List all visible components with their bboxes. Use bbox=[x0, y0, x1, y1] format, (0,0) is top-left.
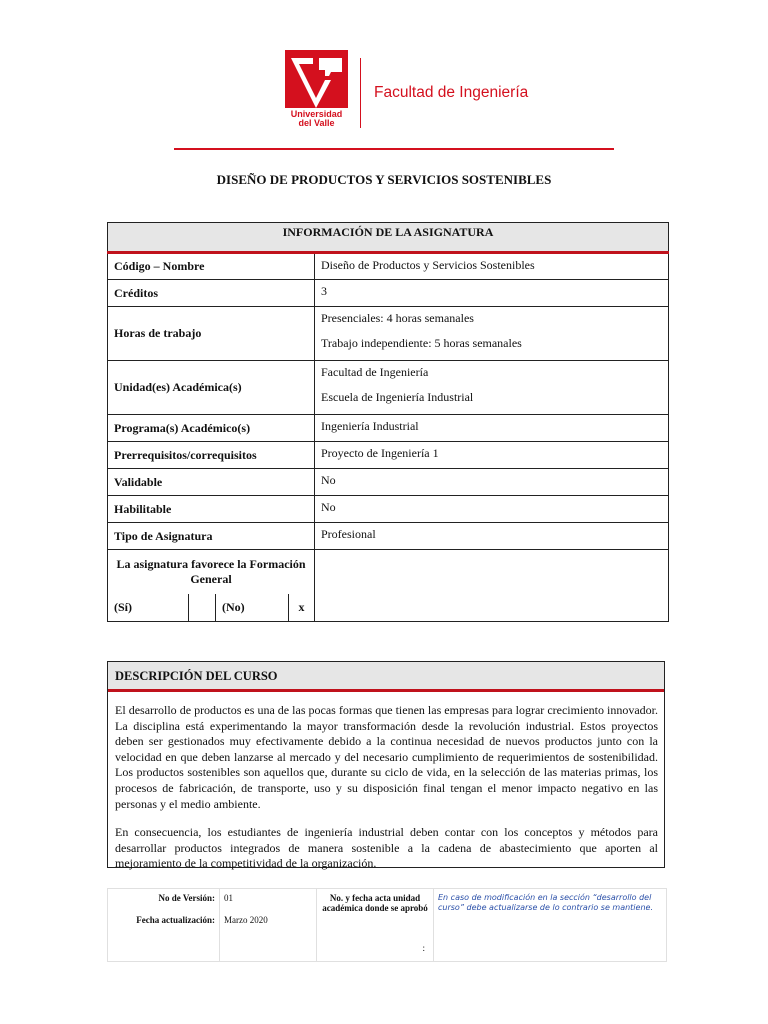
table-row bbox=[108, 415, 669, 442]
formation-label: La asignatura favorece la Formación General bbox=[108, 550, 315, 594]
no-mark: x bbox=[289, 594, 315, 622]
act-label: No. y fecha acta unidad académica donde se aprobó bbox=[322, 893, 428, 913]
row-value: Diseño de Productos y Servicios Sostenibles bbox=[315, 253, 669, 280]
yes-mark bbox=[189, 594, 216, 622]
description-paragraph: En consecuencia, los estudiantes de ingeniería industrial deben contar con los conceptos y métodos para desarrollar productos integrados de manera sostenible a la cadena de abastecimiento que aporten al mejoramiento de la competitividad de la organización. bbox=[115, 825, 658, 871]
university-shield-icon bbox=[285, 50, 348, 108]
row-label: Código – Nombre bbox=[108, 253, 315, 280]
row-label: Unidad(es) Académica(s) bbox=[108, 361, 315, 415]
footer-note: En caso de modificación en la sección “desarrollo del curso” debe actualizarse de lo contrario se mantiene. bbox=[438, 893, 653, 912]
document-title: DISEÑO DE PRODUCTOS Y SERVICIOS SOSTENIBLES bbox=[216, 172, 552, 187]
row-value bbox=[315, 307, 669, 361]
row-value-line: Escuela de Ingeniería Industrial bbox=[321, 390, 474, 404]
version-value: 01 bbox=[224, 893, 233, 903]
description-paragraph: El desarrollo de productos es una de las pocas formas que tienen las empresas para lograr crecimiento innovador. La disciplina está experimentando la mayor transformación desde la revolución industrial. Estos proyectos deben ser gestionados muy efectivamente debido a la continua necesidad de nuevos productos junto con la velocidad en que deben lanzarse al mercado y del necesario cumplimiento de requerimientos de sostenibilidad. Los productos sostenibles son aquellos que, durante su ciclo de vida, en la selección de las materias primas, los procesos de fabricación, de transporte, uso y su disposición final tengan el menor impacto negativo en las personas y el medio ambiente. bbox=[115, 703, 658, 811]
description-heading: DESCRIPCIÓN DEL CURSO bbox=[108, 662, 664, 692]
date-value: Marzo 2020 bbox=[224, 915, 268, 925]
row-label: Habilitable bbox=[108, 496, 315, 523]
row-label: Tipo de Asignatura bbox=[108, 523, 315, 550]
date-label: Fecha actualización: bbox=[136, 915, 215, 925]
row-label: Créditos bbox=[108, 280, 315, 307]
description-body bbox=[108, 692, 664, 872]
table-row bbox=[108, 469, 669, 496]
table-row bbox=[108, 280, 669, 307]
info-table-heading: INFORMACIÓN DE LA ASIGNATURA bbox=[108, 223, 669, 253]
table-row bbox=[108, 496, 669, 523]
version-label: No de Versión: bbox=[158, 893, 215, 903]
row-value: No bbox=[315, 469, 669, 496]
act-colon: : bbox=[422, 943, 425, 953]
course-description bbox=[107, 661, 665, 871]
row-value: 3 bbox=[315, 280, 669, 307]
table-row bbox=[108, 361, 669, 415]
table-row bbox=[108, 523, 669, 550]
table-row bbox=[108, 442, 669, 469]
yes-label: (Sí) bbox=[108, 594, 189, 622]
version-footer bbox=[107, 888, 667, 962]
logo-text-line1: Universidad bbox=[290, 109, 343, 119]
row-value-line: Facultad de Ingeniería bbox=[321, 365, 429, 379]
university-logo bbox=[285, 50, 348, 133]
footer-values bbox=[220, 889, 317, 962]
footer-act bbox=[317, 889, 434, 962]
header-rule bbox=[174, 148, 614, 150]
logo-text bbox=[285, 110, 348, 128]
row-value: Proyecto de Ingeniería 1 bbox=[315, 442, 669, 469]
row-value: Ingeniería Industrial bbox=[315, 415, 669, 442]
logo-text-line2: del Valle bbox=[298, 118, 335, 128]
row-label: Validable bbox=[108, 469, 315, 496]
table-row bbox=[108, 307, 669, 361]
header-divider bbox=[360, 58, 361, 128]
row-label: Prerrequisitos/correquisitos bbox=[108, 442, 315, 469]
table-row bbox=[108, 253, 669, 280]
row-value bbox=[315, 361, 669, 415]
row-label: Horas de trabajo bbox=[108, 307, 315, 361]
row-value: Profesional bbox=[315, 523, 669, 550]
footer-labels bbox=[108, 889, 220, 962]
row-value-line: Trabajo independiente: 5 horas semanales bbox=[321, 336, 522, 350]
row-value-line: Presenciales: 4 horas semanales bbox=[321, 311, 474, 325]
formation-value bbox=[315, 550, 669, 622]
row-value: No bbox=[315, 496, 669, 523]
faculty-name: Facultad de Ingeniería bbox=[374, 84, 529, 101]
table-row bbox=[108, 550, 669, 594]
no-label: (No) bbox=[216, 594, 289, 622]
course-info-table bbox=[107, 222, 669, 622]
row-label: Programa(s) Académico(s) bbox=[108, 415, 315, 442]
footer-note-cell bbox=[434, 889, 667, 962]
